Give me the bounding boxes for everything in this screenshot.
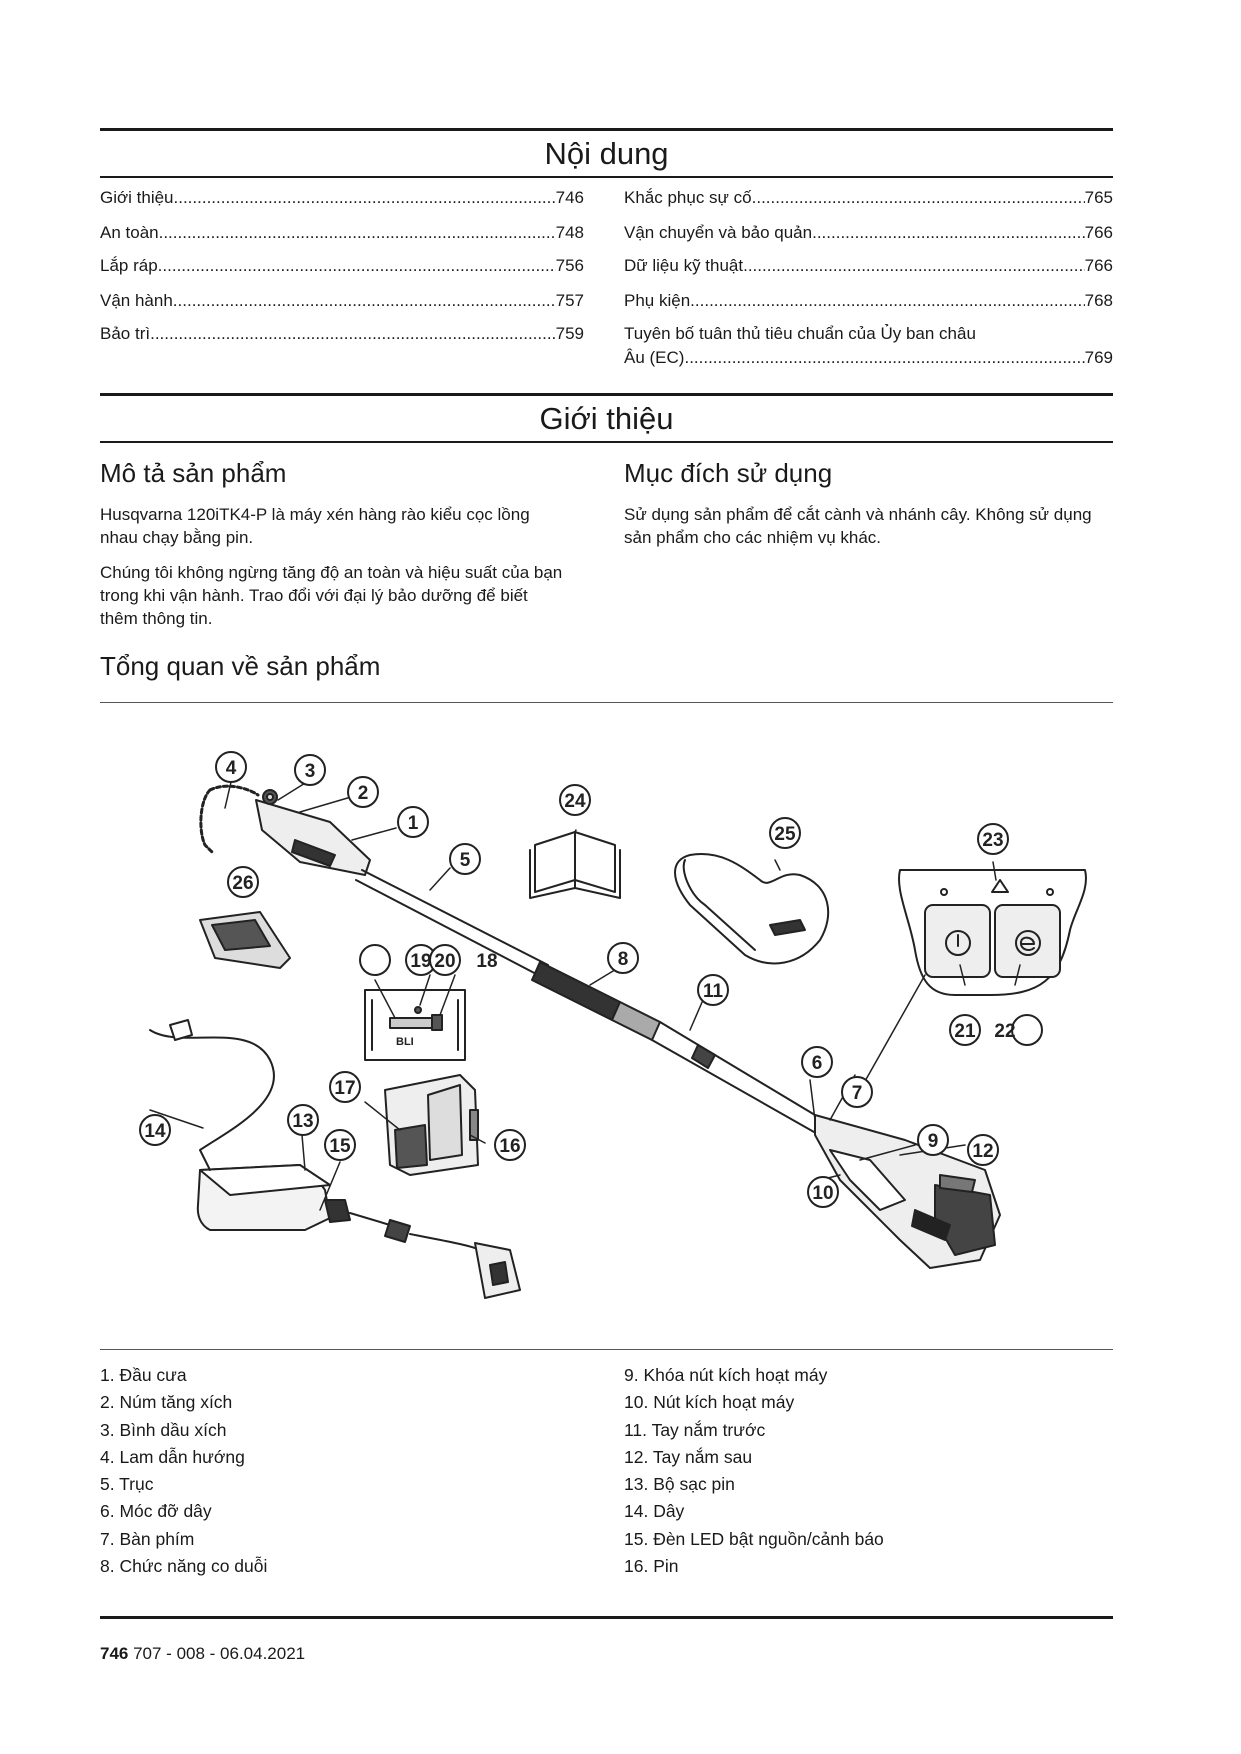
list-item: 14. Dây [624,1501,685,1522]
list-item: 2. Núm tăng xích [100,1392,233,1413]
toc-entry[interactable]: Phụ kiện ..... 768 [624,291,1113,311]
list-item: 15. Đèn LED bật nguồn/cảnh báo [624,1528,884,1549]
callout-label-6: 6 [811,1053,823,1074]
callout-label-26: 26 [232,873,254,894]
overview-heading: Tổng quan về sản phẩm [100,651,381,681]
callout-label-20: 20 [434,951,456,972]
toc-top-rule [100,128,1113,131]
harness-strap [675,854,828,963]
footer-doc-info [100,1644,305,1664]
toc-entry[interactable]: Lắp ráp ..... 756 [100,256,584,276]
toc-entry-line2[interactable]: Âu (EC) ..... 769 [624,348,1113,368]
list-item: 8. Chức năng co duỗi [100,1556,268,1577]
callout-label-23: 23 [982,830,1004,851]
rear-handle [815,1115,1000,1268]
manual-book [530,832,620,898]
toc-right-column [624,188,1113,378]
callout-label-22: 22 [994,1021,1016,1042]
callout-label-14: 14 [144,1121,166,1142]
toc-entry[interactable]: Vận chuyển và bảo quản ..... 766 [624,223,1113,243]
callout-22 [1012,1015,1042,1045]
list-item: 6. Móc đỡ dây [100,1501,212,1522]
list-item: 5. Trục [100,1474,154,1495]
saw-cover [200,912,290,968]
toc-entry[interactable]: Vận hành ..... 757 [100,291,584,311]
toc-entry[interactable]: Giới thiệu ..... 746 [100,188,584,208]
product-desc-heading: Mô tả sản phẩm [100,458,287,488]
toc-entry[interactable]: Khắc phục sự cố ..... 765 [624,188,1113,208]
intro-top-rule [100,393,1113,396]
intro-title-rule [100,441,1113,443]
parts-list-right [624,1362,884,1580]
intended-use-p1: Sử dụng sản phẩm để cắt cành và nhánh cây. Không sử dụng sản phẩm cho các nhiệm vụ khác. [624,505,1092,547]
footer-doc-id: 707 - 008 - 06.04.2021 [128,1644,306,1663]
callout-label-4: 4 [225,758,237,779]
callout-label-24: 24 [564,791,586,812]
product-desc-p1: Husqvarna 120iTK4-P là máy xén hàng rào kiểu cọc lồng nhau chạy bằng pin. [100,505,530,547]
inset-label: BLI [396,1036,414,1048]
callout-label-21: 21 [954,1021,976,1042]
toc-title: Nội dung [544,136,669,171]
callout-label-8: 8 [617,949,629,970]
footer-rule [100,1616,1113,1619]
callout-label-5: 5 [459,850,471,871]
product-overview-figure [100,712,1113,1312]
intended-use-heading: Mục đích sử dụng [624,458,833,488]
callout-label-11: 11 [702,981,724,1002]
callout-label-2: 2 [357,783,369,804]
callout-label-18: 18 [476,951,498,972]
list-item: 10. Nút kích hoạt máy [624,1392,795,1413]
callout-label-9: 9 [927,1131,939,1152]
intro-title: Giới thiệu [539,401,674,436]
callout-label-17: 17 [334,1078,356,1099]
list-item: 9. Khóa nút kích hoạt máy [624,1365,828,1385]
list-item: 12. Tay nắm sau [624,1446,753,1467]
callout-label-3: 3 [304,761,316,782]
keypad [899,870,1086,995]
list-item: 13. Bộ sạc pin [624,1474,735,1495]
battery [385,1075,478,1175]
footer-page-number: 746 [100,1644,129,1663]
callout-18-empty [360,945,390,975]
callout-label-12: 12 [972,1141,994,1162]
list-item: 11. Tay nắm trước [624,1419,766,1440]
overview-rule [100,702,1113,703]
battery-inset [365,990,465,1060]
toc-entry[interactable]: An toàn ..... 748 [100,223,584,243]
toc-entry-line1[interactable]: Tuyên bố tuân thủ tiêu chuẩn của Ủy ban châu [624,324,976,343]
toc-left-column [100,188,584,358]
callout-label-19: 19 [410,951,432,972]
list-item: 1. Đầu cưa [100,1365,187,1385]
parts-list-rule [100,1349,1113,1350]
parts-list-left [100,1362,267,1580]
callout-label-25: 25 [774,824,796,845]
list-item: 3. Bình dầu xích [100,1419,227,1440]
list-item: 4. Lam dẫn hướng [100,1446,245,1467]
toc-entry[interactable]: Bảo trì ..... 759 [100,324,584,344]
callout-label-1: 1 [407,813,419,834]
list-item: 7. Bàn phím [100,1528,195,1549]
callout-label-16: 16 [499,1136,521,1157]
product-desc-p2: Chúng tôi không ngừng tăng độ an toàn và hiệu suất của bạn trong khi vận hành. Trao đổi với đại lý bảo dưỡng để biết thêm thông tin. [100,563,563,628]
toc-title-rule [100,176,1113,178]
callout-label-7: 7 [851,1083,863,1104]
callout-label-15: 15 [329,1136,351,1157]
list-item: 16. Pin [624,1556,679,1577]
toc-entry[interactable]: Dữ liệu kỹ thuật ..... 766 [624,256,1113,276]
callout-label-10: 10 [812,1183,834,1204]
callout-label-13: 13 [292,1111,314,1132]
